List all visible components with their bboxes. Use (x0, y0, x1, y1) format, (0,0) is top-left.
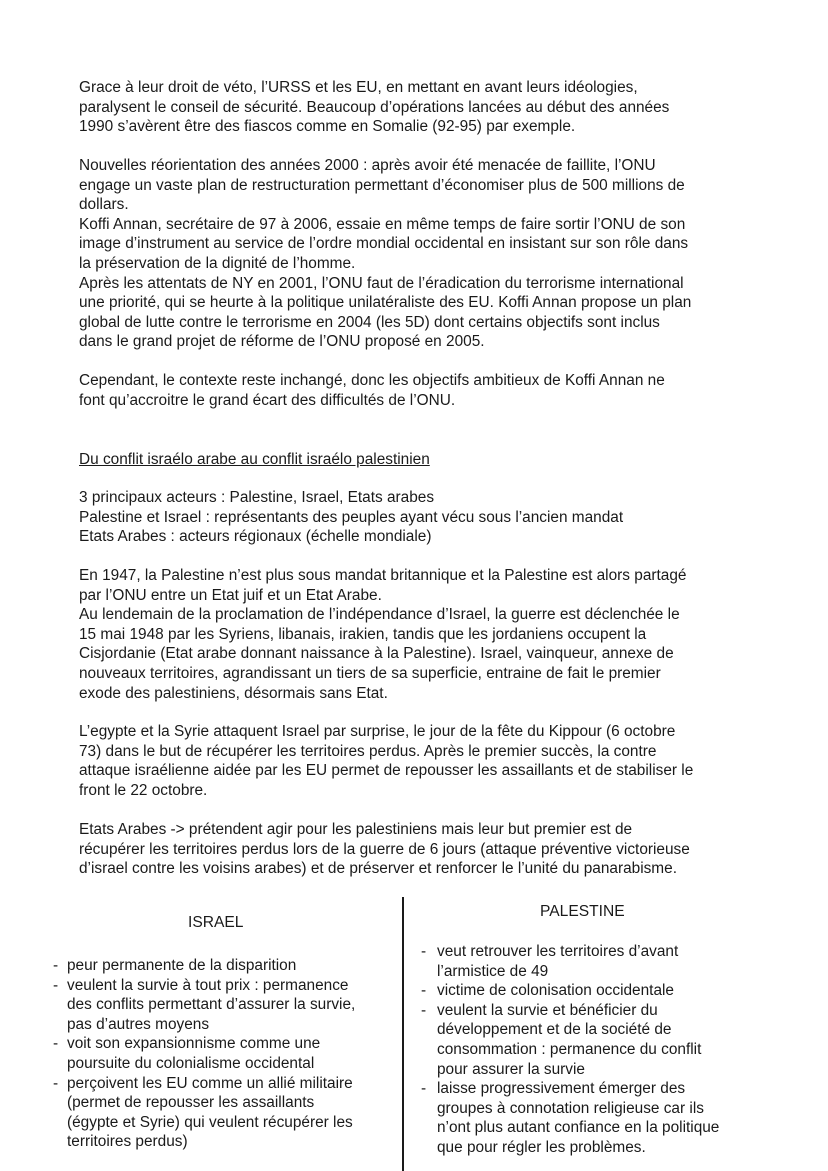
paragraph-veto (79, 78, 759, 137)
bullet-dash: - (53, 957, 59, 974)
text-line: d’israel contre les voisins arabes) et de préserver et renforcer le l’unité du panarabisme. (79, 860, 677, 878)
text-line: une priorité, qui se heurte à la politique unilatéraliste des EU. Koffi Annan propose un plan (79, 294, 692, 312)
text-line: pas d’autres moyens (67, 1015, 210, 1033)
text-line: Cependant, le contexte reste inchangé, donc les objectifs ambitieux de Koffi Annan ne (79, 372, 665, 389)
text-line: Etats Arabes : acteurs régionaux (échelle mondiale) (79, 528, 432, 546)
paragraph-kippour (79, 722, 759, 800)
section-heading: Du conflit israélo arabe au conflit israélo palestinien (79, 451, 430, 468)
text-line: l’armistice de 49 (437, 962, 549, 980)
list-item (421, 981, 767, 1001)
text-line: des conflits permettant d’assurer la survie, (67, 996, 356, 1014)
text-line: que pour régler les problèmes. (437, 1138, 646, 1156)
bullet-dash: - (421, 982, 427, 1000)
bullet-dash: - (53, 1074, 59, 1092)
text-line: 73) dans le but de récupérer les territoires perdus. Après le premier succès, la contre (79, 742, 657, 760)
text-line: attaque israélienne aidée par les EU permet de repousser les assaillants et de stabiliser le (79, 762, 694, 780)
column-divider (402, 897, 404, 1171)
text-line: global de lutte contre le terrorisme en 2004 (les 5D) dont certains objectifs sont inclus (79, 313, 660, 331)
palestine-title: PALESTINE (540, 903, 625, 920)
text-line: (égypte et Syrie) qui veulent récupérer les (67, 1113, 353, 1131)
paragraph-reorientation (79, 156, 759, 352)
paragraph-1947 (79, 566, 759, 703)
text-line: Au lendemain de la proclamation de l’indépendance d’Israel, la guerre est déclenchée le (79, 606, 680, 624)
text-line: veut retrouver les territoires d’avant (437, 943, 679, 960)
text-line: pour assurer la survie (437, 1060, 585, 1078)
text-line: 3 principaux acteurs : Palestine, Israel, Etats arabes (79, 489, 435, 506)
text-line: consommation : permanence du conflit (437, 1040, 702, 1058)
list-item (53, 956, 397, 976)
paragraph-acteurs (79, 488, 759, 547)
israel-title: ISRAEL (188, 914, 244, 931)
text-line: poursuite du colonialisme occidental (67, 1054, 315, 1072)
text-line: peur permanente de la disparition (67, 957, 297, 974)
text-line: Koffi Annan, secrétaire de 97 à 2006, essaie en même temps de faire sortir l’ONU de son (79, 215, 686, 233)
text-line: 15 mai 1948 par les Syriens, libanais, irakien, tandis que les jordaniens occupent la (79, 625, 647, 643)
text-line: 1990 s’avèrent être des fiascos comme en Somalie (92-95) par exemple. (79, 118, 576, 136)
text-line: nouveaux territoires, agrandissant un tiers de sa superficie, entraine de fait le premier (79, 664, 661, 682)
text-line: Nouvelles réorientation des années 2000 : après avoir été menacée de faillite, l’ONU (79, 157, 656, 174)
list-item (421, 1001, 767, 1079)
text-line: font qu’accroitre le grand écart des difficultés de l’ONU. (79, 391, 456, 409)
text-line: par l’ONU entre un Etat juif et un Etat Arabe. (79, 586, 382, 604)
text-line: voit son expansionnisme comme une (67, 1035, 321, 1053)
text-line: n’ont plus autant confiance en la politique (437, 1119, 720, 1137)
text-line: veulent la survie à tout prix : permanence (67, 976, 349, 994)
text-line: En 1947, la Palestine n’est plus sous mandat britannique et la Palestine est alors partagé (79, 567, 687, 584)
text-line: dans le grand projet de réforme de l’ONU proposé en 2005. (79, 333, 485, 351)
text-line: (permet de repousser les assaillants (67, 1094, 315, 1112)
paragraph-contexte (79, 371, 759, 410)
text-line: groupes à connotation religieuse car ils (437, 1099, 704, 1117)
bullet-dash: - (53, 1035, 59, 1053)
text-line: victime de colonisation occidentale (437, 982, 674, 1000)
text-line: Cisjordanie (Etat arabe donnant naissance à la Palestine). Israel, vainqueur, annexe de (79, 645, 674, 663)
list-item (53, 976, 397, 1035)
palestine-list (421, 942, 767, 1158)
text-line: développement et de la société de (437, 1021, 672, 1039)
text-line: territoires perdus) (67, 1133, 188, 1151)
text-line: la préservation de la dignité de l’homme. (79, 254, 356, 272)
text-line: exode des palestiniens, désormais sans Etat. (79, 684, 388, 702)
israel-list (53, 956, 397, 1152)
bullet-dash: - (421, 943, 427, 960)
text-line: dollars. (79, 196, 129, 214)
text-line: front le 22 octobre. (79, 781, 208, 799)
text-line: perçoivent les EU comme un allié militaire (67, 1074, 353, 1092)
list-item (53, 1034, 397, 1073)
text-line: veulent la survie et bénéficier du (437, 1001, 658, 1019)
list-item (53, 1074, 397, 1152)
text-line: Palestine et Israel : représentants des peuples ayant vécu sous l’ancien mandat (79, 508, 624, 526)
list-item (421, 1079, 767, 1157)
text-line: paralysent le conseil de sécurité. Beaucoup d’opérations lancées au début des années (79, 98, 670, 116)
text-line: Grace à leur droit de véto, l’URSS et les EU, en mettant en avant leurs idéologies, (79, 79, 638, 96)
text-line: image d’instrument au service de l’ordre mondial occidental en insistant sur son rôle dans (79, 235, 689, 253)
text-line: Etats Arabes -> prétendent agir pour les palestiniens mais leur but premier est de (79, 821, 633, 838)
text-line: récupérer les territoires perdus lors de la guerre de 6 jours (attaque préventive victorieuse (79, 840, 690, 858)
text-line: laisse progressivement émerger des (437, 1080, 686, 1098)
bullet-dash: - (421, 1001, 427, 1019)
paragraph-etats-arabes (79, 820, 759, 879)
bullet-dash: - (421, 1080, 427, 1098)
bullet-dash: - (53, 976, 59, 994)
list-item (421, 942, 767, 981)
text-line: engage un vaste plan de restructuration permettant d’économiser plus de 500 millions de (79, 176, 685, 194)
text-line: Après les attentats de NY en 2001, l’ONU faut de l’éradication du terrorisme international (79, 274, 684, 292)
text-line: L’egypte et la Syrie attaquent Israel par surprise, le jour de la fête du Kippour (6 octobre (79, 723, 676, 740)
